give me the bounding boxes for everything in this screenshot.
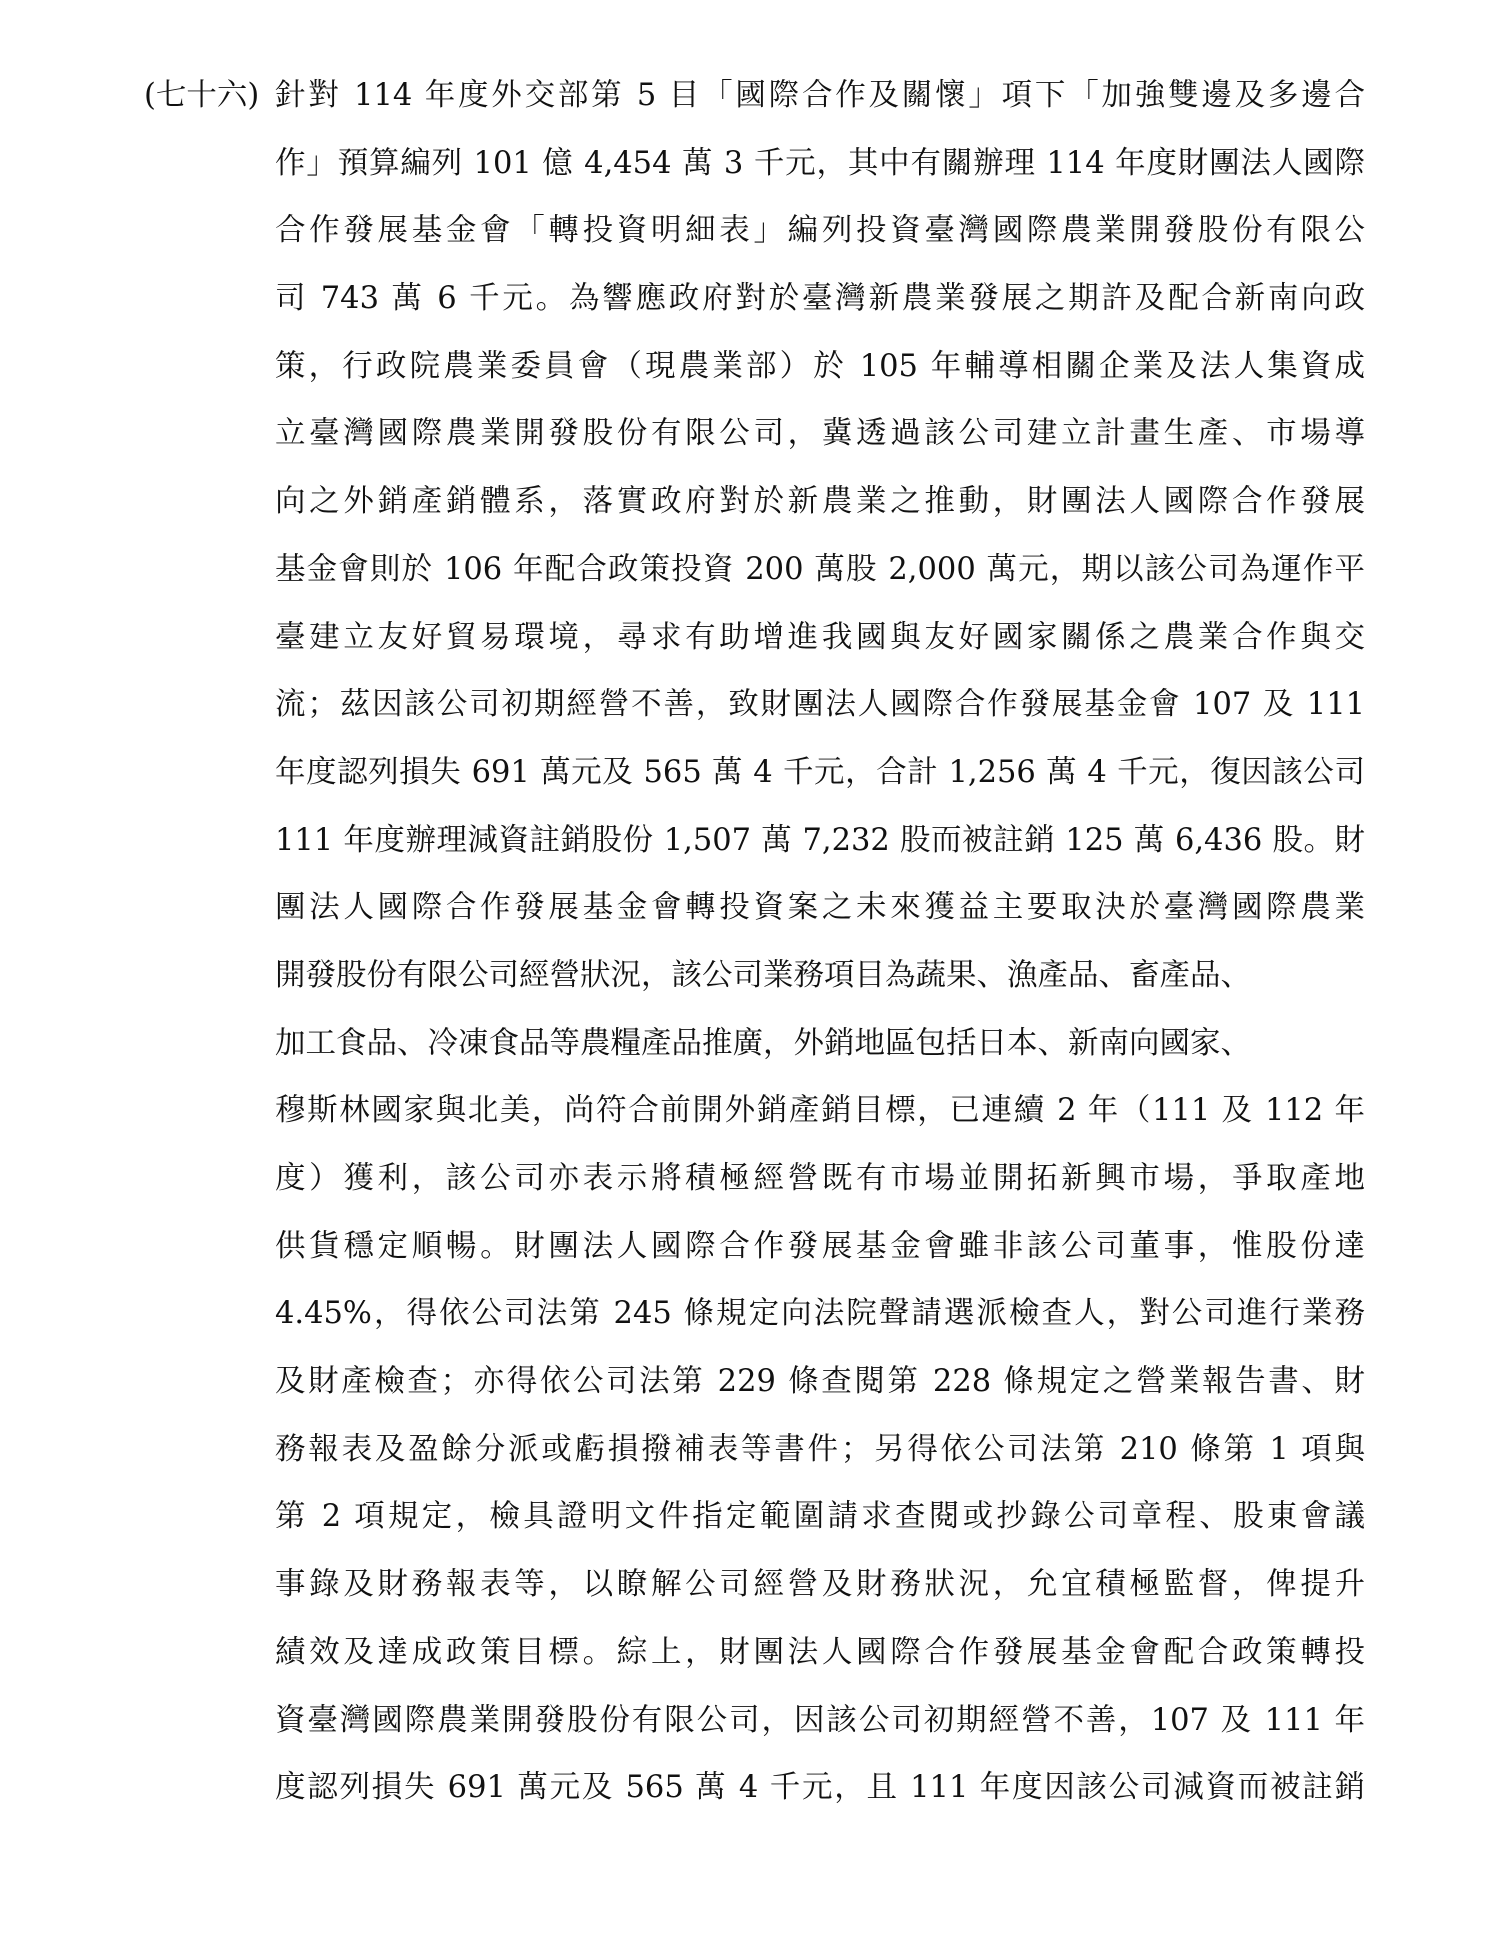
text-line: 供貨穩定順暢。財團法人國際合作發展基金會雖非該公司董事，惟股份達	[275, 1228, 1365, 1264]
text-line: 資臺灣國際農業開發股份有限公司，因該公司初期經營不善，107 及 111 年	[275, 1702, 1365, 1738]
text-line: 4.45%，得依公司法第 245 條規定向法院聲請選派檢查人，對公司進行業務	[275, 1296, 1365, 1332]
paragraph-body	[275, 76, 1365, 1836]
text-line: 績效及達成政策目標。綜上，財團法人國際合作發展基金會配合政策轉投	[275, 1634, 1365, 1670]
text-line: 臺建立友好貿易環境，尋求有助增進我國與友好國家關係之農業合作與交	[275, 619, 1365, 655]
text-line: 第 2 項規定，檢具證明文件指定範圍請求查閱或抄錄公司章程、股東會議	[275, 1499, 1365, 1535]
text-line: 策，行政院農業委員會（現農業部）於 105 年輔導相關企業及法人集資成	[275, 348, 1365, 384]
text-line: 司 743 萬 6 千元。為響應政府對於臺灣新農業發展之期許及配合新南向政	[275, 281, 1365, 317]
item-number-label: (七十六)	[144, 78, 260, 113]
text-line: 度認列損失 691 萬元及 565 萬 4 千元，且 111 年度因該公司減資而被註銷	[275, 1770, 1365, 1806]
text-line: 務報表及盈餘分派或虧損撥補表等書件；另得依公司法第 210 條第 1 項與	[275, 1431, 1365, 1467]
text-line: 度）獲利，該公司亦表示將積極經營既有市場並開拓新興市場，爭取產地	[275, 1161, 1365, 1196]
text-line: 針對 114 年度外交部第 5 目「國際合作及關懷」項下「加強雙邊及多邊合	[275, 78, 1365, 113]
text-line: 團法人國際合作發展基金會轉投資案之未來獲益主要取決於臺灣國際農業	[275, 890, 1365, 926]
text-line: 111 年度辦理減資註銷股份 1,507 萬 7,232 股而被註銷 125 萬 6,436 股。財	[275, 822, 1365, 858]
text-line: 事錄及財務報表等，以瞭解公司經營及財務狀況，允宜積極監督，俾提升	[275, 1567, 1365, 1603]
text-line: 合作發展基金會「轉投資明細表」編列投資臺灣國際農業開發股份有限公	[275, 213, 1365, 249]
text-line: 及財產檢查；亦得依公司法第 229 條查閱第 228 條規定之營業報告書、財	[275, 1364, 1365, 1400]
text-line: 開發股份有限公司經營狀況，該公司業務項目為蔬果、漁產品、畜產品、	[275, 957, 1251, 993]
text-line: 立臺灣國際農業開發股份有限公司，冀透過該公司建立計畫生產、市場導	[275, 416, 1365, 452]
text-line: 基金會則於 106 年配合政策投資 200 萬股 2,000 萬元，期以該公司為運作平	[275, 551, 1365, 587]
text-line: 穆斯林國家與北美，尚符合前開外銷產銷目標，已連續 2 年（111 及 112 年	[275, 1093, 1365, 1129]
text-line: 向之外銷產銷體系，落實政府對於新農業之推動，財團法人國際合作發展	[275, 484, 1365, 520]
text-line: 年度認列損失 691 萬元及 565 萬 4 千元，合計 1,256 萬 4 千元，復因該公司	[275, 754, 1365, 790]
text-line: 流；茲因該公司初期經營不善，致財團法人國際合作發展基金會 107 及 111	[275, 687, 1365, 723]
text-line: 加工食品、冷凍食品等農糧產品推廣，外銷地區包括日本、新南向國家、	[275, 1025, 1251, 1061]
text-line: 作」預算編列 101 億 4,454 萬 3 千元，其中有關辦理 114 年度財團法人國際	[275, 145, 1365, 181]
